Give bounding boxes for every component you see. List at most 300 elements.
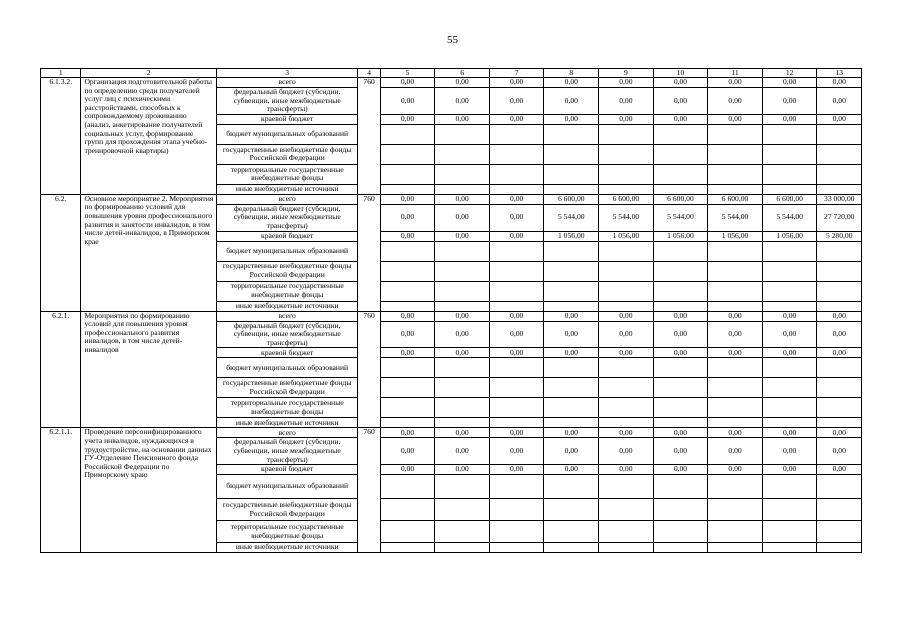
value-cell — [489, 358, 544, 378]
value-cell — [653, 521, 708, 543]
value-cell: 0,00 — [653, 78, 708, 88]
value-cell — [762, 281, 817, 301]
table-row — [41, 428, 862, 438]
value-cell — [762, 261, 817, 281]
column-header: 8 — [544, 69, 599, 78]
value-cell — [380, 241, 435, 261]
value-cell — [489, 164, 544, 184]
value-cell — [435, 124, 490, 144]
value-cell — [653, 398, 708, 418]
ministry-code: 760 — [358, 311, 380, 428]
value-cell: 6 600,00 — [653, 194, 708, 204]
item-name: Организация подготовительной работы по определению среди получателей услуг лиц с психическими расстройствами, способных к сопровождаемому проживанию (анализ, анкетирование получателей социальных услуг, формирование групп для прохождения этапа учебно-тренировочной квартиры) — [81, 78, 216, 195]
value-cell: 0,00 — [708, 321, 763, 348]
value-cell: 0,00 — [653, 428, 708, 438]
value-cell: 0,00 — [599, 78, 654, 88]
value-cell: 0,00 — [544, 465, 599, 475]
page-number: 55 — [447, 34, 458, 46]
funding-source: бюджет муниципальных образований — [216, 241, 358, 261]
value-cell — [708, 418, 763, 428]
value-cell — [599, 261, 654, 281]
funding-source: иные внебюджетные источники — [216, 418, 358, 428]
value-cell: 0,00 — [435, 428, 490, 438]
column-header: 13 — [817, 69, 862, 78]
table-row — [41, 311, 862, 321]
value-cell — [489, 241, 544, 261]
value-cell — [489, 261, 544, 281]
value-cell — [544, 499, 599, 521]
value-cell — [708, 261, 763, 281]
value-cell — [544, 124, 599, 144]
value-cell — [489, 499, 544, 521]
value-cell — [817, 475, 862, 499]
value-cell — [489, 475, 544, 499]
value-cell — [762, 358, 817, 378]
value-cell: 0,00 — [380, 428, 435, 438]
value-cell — [544, 261, 599, 281]
value-cell — [762, 144, 817, 164]
value-cell: 0,00 — [599, 465, 654, 475]
value-cell — [708, 164, 763, 184]
value-cell: 0,00 — [762, 321, 817, 348]
value-cell: 5 544,00 — [653, 204, 708, 231]
value-cell: 0,00 — [380, 231, 435, 241]
value-cell: 0,00 — [489, 348, 544, 358]
value-cell — [380, 144, 435, 164]
value-cell — [435, 398, 490, 418]
value-cell — [708, 281, 763, 301]
value-cell: 0,00 — [653, 348, 708, 358]
value-cell: 0,00 — [435, 311, 490, 321]
value-cell: 0,00 — [380, 114, 435, 124]
value-cell: 0,00 — [435, 231, 490, 241]
funding-source: всего — [216, 428, 358, 438]
value-cell: 0,00 — [653, 321, 708, 348]
value-cell: 0,00 — [489, 231, 544, 241]
value-cell — [489, 398, 544, 418]
value-cell — [599, 521, 654, 543]
value-cell: 0,00 — [489, 465, 544, 475]
value-cell: 1 056,00 — [653, 231, 708, 241]
value-cell — [544, 475, 599, 499]
value-cell — [489, 543, 544, 553]
value-cell: 0,00 — [599, 438, 654, 465]
value-cell: 0,00 — [653, 311, 708, 321]
value-cell — [489, 124, 544, 144]
value-cell — [708, 184, 763, 194]
funding-source: всего — [216, 194, 358, 204]
value-cell — [380, 475, 435, 499]
value-cell — [380, 281, 435, 301]
value-cell — [762, 521, 817, 543]
value-cell: 0,00 — [708, 438, 763, 465]
value-cell: 5 280,00 — [817, 231, 862, 241]
funding-source: иные внебюджетные источники — [216, 184, 358, 194]
funding-source: бюджет муниципальных образований — [216, 358, 358, 378]
funding-source: территориальные государственные внебюджетные фонды — [216, 164, 358, 184]
value-cell — [489, 144, 544, 164]
value-cell — [817, 398, 862, 418]
value-cell — [599, 241, 654, 261]
value-cell: 5 544,00 — [599, 204, 654, 231]
value-cell — [708, 241, 763, 261]
value-cell: 0,00 — [708, 88, 763, 115]
value-cell — [599, 301, 654, 311]
value-cell — [544, 164, 599, 184]
value-cell — [817, 418, 862, 428]
value-cell — [817, 241, 862, 261]
value-cell — [489, 521, 544, 543]
value-cell — [380, 398, 435, 418]
value-cell — [762, 499, 817, 521]
value-cell — [653, 358, 708, 378]
value-cell — [762, 241, 817, 261]
value-cell — [817, 164, 862, 184]
value-cell — [653, 164, 708, 184]
value-cell: 0,00 — [599, 321, 654, 348]
value-cell: 0,00 — [435, 204, 490, 231]
value-cell — [380, 521, 435, 543]
value-cell — [489, 281, 544, 301]
value-cell — [435, 521, 490, 543]
value-cell — [653, 378, 708, 398]
table-row — [41, 78, 862, 88]
funding-source: федеральный бюджет (субсидии, субвенции, иные межбюджетные трансферты) — [216, 88, 358, 115]
funding-source: государственные внебюджетные фонды Российской Федерации — [216, 144, 358, 164]
value-cell: 0,00 — [817, 311, 862, 321]
table-body — [41, 69, 862, 553]
value-cell — [380, 124, 435, 144]
value-cell — [380, 378, 435, 398]
value-cell — [708, 301, 763, 311]
value-cell: 1 056,00 — [708, 231, 763, 241]
value-cell — [435, 378, 490, 398]
column-header: 5 — [380, 69, 435, 78]
value-cell: 0,00 — [708, 428, 763, 438]
value-cell — [817, 281, 862, 301]
column-header: 12 — [762, 69, 817, 78]
table-row — [41, 194, 862, 204]
value-cell — [380, 301, 435, 311]
column-header: 7 — [489, 69, 544, 78]
value-cell — [599, 358, 654, 378]
value-cell — [653, 543, 708, 553]
value-cell — [599, 475, 654, 499]
value-cell — [435, 164, 490, 184]
value-cell — [817, 378, 862, 398]
value-cell — [762, 378, 817, 398]
value-cell: 5 544,00 — [544, 204, 599, 231]
value-cell: 0,00 — [599, 428, 654, 438]
value-cell — [762, 543, 817, 553]
funding-source: иные внебюджетные источники — [216, 301, 358, 311]
value-cell: 0,00 — [817, 438, 862, 465]
value-cell — [544, 543, 599, 553]
value-cell — [380, 358, 435, 378]
value-cell: 33 000,00 — [817, 194, 862, 204]
value-cell — [544, 241, 599, 261]
funding-source: государственные внебюджетные фонды Российской Федерации — [216, 378, 358, 398]
value-cell — [708, 475, 763, 499]
value-cell: 0,00 — [380, 78, 435, 88]
funding-source: краевой бюджет — [216, 348, 358, 358]
value-cell: 1 056,00 — [762, 231, 817, 241]
value-cell: 0,00 — [489, 194, 544, 204]
value-cell — [653, 144, 708, 164]
value-cell: 0,00 — [544, 321, 599, 348]
column-header: 1 — [41, 69, 81, 78]
value-cell — [762, 418, 817, 428]
item-number: 6.2.1.1. — [41, 428, 81, 553]
value-cell: 0,00 — [435, 114, 490, 124]
value-cell: 0,00 — [489, 428, 544, 438]
value-cell — [762, 475, 817, 499]
value-cell — [653, 475, 708, 499]
value-cell: 0,00 — [544, 114, 599, 124]
value-cell: 0,00 — [544, 311, 599, 321]
value-cell — [817, 521, 862, 543]
value-cell — [435, 241, 490, 261]
value-cell: 6 600,00 — [599, 194, 654, 204]
value-cell: 0,00 — [817, 465, 862, 475]
value-cell: 6 600,00 — [544, 194, 599, 204]
value-cell: 5 544,00 — [762, 204, 817, 231]
value-cell: 0,00 — [489, 311, 544, 321]
value-cell — [762, 184, 817, 194]
value-cell: 0,00 — [380, 311, 435, 321]
value-cell — [762, 301, 817, 311]
value-cell: 0,00 — [544, 88, 599, 115]
value-cell — [708, 144, 763, 164]
funding-source: бюджет муниципальных образований — [216, 475, 358, 499]
value-cell: 0,00 — [708, 78, 763, 88]
column-header: 2 — [81, 69, 216, 78]
value-cell — [817, 358, 862, 378]
value-cell — [708, 521, 763, 543]
column-header: 10 — [653, 69, 708, 78]
value-cell: 0,00 — [653, 438, 708, 465]
value-cell: 0,00 — [380, 465, 435, 475]
value-cell — [380, 184, 435, 194]
funding-source: территориальные государственные внебюджетные фонды — [216, 398, 358, 418]
funding-source: краевой бюджет — [216, 231, 358, 241]
value-cell — [435, 418, 490, 428]
value-cell — [762, 398, 817, 418]
value-cell — [599, 499, 654, 521]
value-cell: 0,00 — [489, 321, 544, 348]
value-cell: 0,00 — [762, 114, 817, 124]
value-cell — [599, 144, 654, 164]
value-cell — [817, 144, 862, 164]
value-cell — [435, 144, 490, 164]
value-cell — [544, 184, 599, 194]
value-cell — [817, 261, 862, 281]
value-cell — [653, 261, 708, 281]
value-cell: 0,00 — [817, 321, 862, 348]
funding-source: государственные внебюджетные фонды Российской Федерации — [216, 261, 358, 281]
value-cell — [435, 261, 490, 281]
ministry-code: 760 — [358, 78, 380, 195]
value-cell — [544, 378, 599, 398]
value-cell — [544, 398, 599, 418]
value-cell — [653, 184, 708, 194]
value-cell: 0,00 — [817, 428, 862, 438]
value-cell: 0,00 — [489, 88, 544, 115]
column-header: 6 — [435, 69, 490, 78]
value-cell: 0,00 — [544, 438, 599, 465]
funding-source: иные внебюджетные источники — [216, 543, 358, 553]
value-cell — [380, 499, 435, 521]
value-cell — [653, 124, 708, 144]
value-cell — [817, 499, 862, 521]
value-cell — [489, 418, 544, 428]
value-cell: 0,00 — [380, 88, 435, 115]
column-header: 4 — [358, 69, 380, 78]
funding-source: всего — [216, 311, 358, 321]
column-header: 11 — [708, 69, 763, 78]
funding-source: всего — [216, 78, 358, 88]
value-cell — [708, 358, 763, 378]
value-cell: 5 544,00 — [708, 204, 763, 231]
value-cell — [544, 144, 599, 164]
value-cell — [489, 184, 544, 194]
value-cell — [435, 184, 490, 194]
value-cell: 0,00 — [435, 465, 490, 475]
value-cell: 0,00 — [544, 78, 599, 88]
value-cell: 0,00 — [599, 311, 654, 321]
value-cell — [708, 543, 763, 553]
ministry-code: 760 — [358, 428, 380, 553]
value-cell: 0,00 — [708, 114, 763, 124]
value-cell: 0,00 — [762, 438, 817, 465]
value-cell: 0,00 — [489, 78, 544, 88]
value-cell — [762, 124, 817, 144]
value-cell: 0,00 — [380, 321, 435, 348]
value-cell — [489, 378, 544, 398]
value-cell: 0,00 — [762, 88, 817, 115]
value-cell: 27 720,00 — [817, 204, 862, 231]
value-cell: 0,00 — [762, 78, 817, 88]
value-cell — [653, 281, 708, 301]
value-cell — [599, 164, 654, 184]
value-cell — [599, 184, 654, 194]
value-cell — [653, 499, 708, 521]
value-cell — [817, 184, 862, 194]
value-cell — [599, 378, 654, 398]
value-cell — [544, 521, 599, 543]
value-cell: 0,00 — [544, 428, 599, 438]
value-cell — [435, 475, 490, 499]
value-cell — [708, 378, 763, 398]
funding-source: государственные внебюджетные фонды Российской Федерации — [216, 499, 358, 521]
value-cell — [708, 499, 763, 521]
value-cell — [599, 281, 654, 301]
funding-source: территориальные государственные внебюджетные фонды — [216, 281, 358, 301]
value-cell: 0,00 — [489, 438, 544, 465]
value-cell — [653, 301, 708, 311]
value-cell: 0,00 — [817, 88, 862, 115]
value-cell — [380, 261, 435, 281]
value-cell — [544, 281, 599, 301]
value-cell — [762, 164, 817, 184]
value-cell — [435, 358, 490, 378]
item-number: 6.2. — [41, 194, 81, 311]
column-header: 9 — [599, 69, 654, 78]
value-cell — [817, 543, 862, 553]
value-cell: 0,00 — [817, 114, 862, 124]
funding-source: территориальные государственные внебюджетные фонды — [216, 521, 358, 543]
funding-source: федеральный бюджет (субсидии, субвенции, иные межбюджетные трансферты) — [216, 438, 358, 465]
value-cell — [435, 543, 490, 553]
funding-source: краевой бюджет — [216, 114, 358, 124]
item-number: 6.2.1. — [41, 311, 81, 428]
value-cell: 0,00 — [435, 88, 490, 115]
value-cell — [435, 301, 490, 311]
value-cell: 0,00 — [708, 465, 763, 475]
value-cell: 0,00 — [653, 465, 708, 475]
value-cell — [599, 543, 654, 553]
value-cell: 0,00 — [489, 204, 544, 231]
value-cell: 6 600,00 — [708, 194, 763, 204]
funding-source: краевой бюджет — [216, 465, 358, 475]
value-cell — [708, 124, 763, 144]
funding-source: бюджет муниципальных образований — [216, 124, 358, 144]
item-number: 6.1.3.2. — [41, 78, 81, 195]
value-cell — [599, 124, 654, 144]
value-cell — [708, 398, 763, 418]
value-cell: 0,00 — [380, 204, 435, 231]
column-header: 3 — [216, 69, 358, 78]
item-name: Проведение персонифицированного учета инвалидов, нуждающихся в трудоустройстве, на основании данных ГУ-Отделение Пенсионного фонда Российской Федерации по Приморскому краю — [81, 428, 216, 553]
value-cell — [544, 301, 599, 311]
budget-table — [40, 68, 862, 553]
value-cell: 0,00 — [762, 428, 817, 438]
value-cell: 0,00 — [380, 348, 435, 358]
ministry-code: 760 — [358, 194, 380, 311]
value-cell: 0,00 — [653, 114, 708, 124]
value-cell: 0,00 — [817, 348, 862, 358]
funding-source: федеральный бюджет (субсидии, субвенции, иные межбюджетные трансферты) — [216, 321, 358, 348]
header-row — [41, 69, 862, 78]
value-cell: 0,00 — [380, 194, 435, 204]
value-cell — [653, 418, 708, 428]
value-cell — [544, 418, 599, 428]
value-cell: 0,00 — [653, 88, 708, 115]
value-cell — [380, 543, 435, 553]
value-cell: 0,00 — [708, 348, 763, 358]
value-cell: 0,00 — [435, 438, 490, 465]
value-cell: 0,00 — [762, 348, 817, 358]
value-cell — [599, 418, 654, 428]
value-cell: 1 056,00 — [599, 231, 654, 241]
value-cell — [435, 281, 490, 301]
value-cell — [380, 164, 435, 184]
value-cell: 0,00 — [762, 465, 817, 475]
value-cell: 0,00 — [435, 78, 490, 88]
value-cell: 6 600,00 — [762, 194, 817, 204]
value-cell: 1 056,00 — [544, 231, 599, 241]
value-cell: 0,00 — [435, 194, 490, 204]
funding-source: федеральный бюджет (субсидии, субвенции, иные межбюджетные трансферты) — [216, 204, 358, 231]
item-name: Мероприятия по формированию условий для повышения уровня профессионального развития инвалидов, в том числе детей-инвалидов — [81, 311, 216, 428]
value-cell: 0,00 — [599, 88, 654, 115]
value-cell: 0,00 — [380, 438, 435, 465]
value-cell: 0,00 — [599, 348, 654, 358]
value-cell — [653, 241, 708, 261]
value-cell: 0,00 — [817, 78, 862, 88]
value-cell — [817, 124, 862, 144]
value-cell: 0,00 — [708, 311, 763, 321]
